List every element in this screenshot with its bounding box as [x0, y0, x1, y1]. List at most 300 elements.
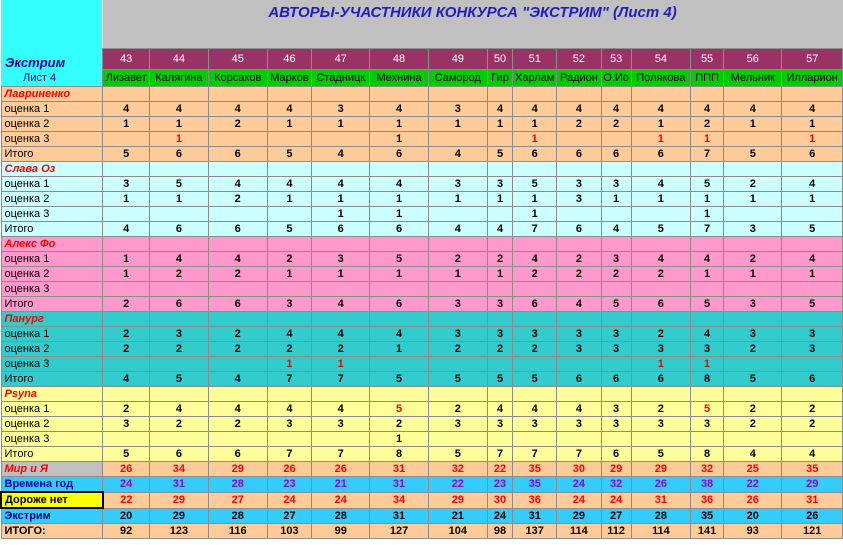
- participant-name[interactable]: Гир: [487, 69, 512, 86]
- score-cell[interactable]: 6: [557, 372, 601, 387]
- score-cell[interactable]: 4: [267, 177, 311, 192]
- score-cell[interactable]: 2: [370, 417, 428, 432]
- score-cell[interactable]: 2: [428, 402, 487, 417]
- score-cell[interactable]: [724, 432, 782, 447]
- empty-cell[interactable]: [103, 162, 150, 177]
- score-cell[interactable]: 5: [370, 402, 428, 417]
- score-cell[interactable]: 3: [557, 177, 601, 192]
- score-cell[interactable]: 6: [513, 147, 557, 162]
- score-cell[interactable]: 4: [312, 402, 370, 417]
- score-cell[interactable]: 4: [724, 447, 782, 462]
- score-row-label[interactable]: оценка 3: [1, 207, 103, 222]
- score-cell[interactable]: 2: [631, 327, 690, 342]
- summary-cell[interactable]: 127: [370, 524, 428, 539]
- score-cell[interactable]: 2: [312, 342, 370, 357]
- score-cell[interactable]: [267, 432, 311, 447]
- jury-name[interactable]: Панург: [1, 312, 103, 327]
- summary-cell[interactable]: 28: [208, 477, 267, 493]
- summary-cell[interactable]: 29: [557, 508, 601, 524]
- score-row-label[interactable]: оценка 3: [1, 357, 103, 372]
- score-cell[interactable]: 4: [150, 252, 208, 267]
- score-cell[interactable]: 2: [150, 342, 208, 357]
- score-cell[interactable]: 5: [631, 222, 690, 237]
- summary-cell[interactable]: 93: [724, 524, 782, 539]
- score-cell[interactable]: 5: [513, 372, 557, 387]
- score-cell[interactable]: 1: [370, 192, 428, 207]
- score-cell[interactable]: 5: [150, 372, 208, 387]
- score-cell[interactable]: [782, 357, 843, 372]
- score-cell[interactable]: 2: [208, 342, 267, 357]
- score-cell[interactable]: [724, 282, 782, 297]
- score-cell[interactable]: 6: [513, 297, 557, 312]
- score-cell[interactable]: 1: [487, 117, 512, 132]
- score-cell[interactable]: 2: [631, 267, 690, 282]
- score-cell[interactable]: [312, 132, 370, 147]
- score-cell[interactable]: [513, 282, 557, 297]
- summary-cell[interactable]: 123: [150, 524, 208, 539]
- score-cell[interactable]: 1: [724, 267, 782, 282]
- score-cell[interactable]: [513, 357, 557, 372]
- participant-name[interactable]: Стадницк: [312, 69, 370, 86]
- score-cell[interactable]: [557, 357, 601, 372]
- score-cell[interactable]: 6: [557, 222, 601, 237]
- participant-number[interactable]: 46: [267, 48, 311, 69]
- score-cell[interactable]: 5: [487, 372, 512, 387]
- score-cell[interactable]: 3: [690, 417, 723, 432]
- score-cell[interactable]: 3: [150, 327, 208, 342]
- score-cell[interactable]: [690, 282, 723, 297]
- score-cell[interactable]: [557, 207, 601, 222]
- score-cell[interactable]: 1: [370, 117, 428, 132]
- score-cell[interactable]: 6: [208, 297, 267, 312]
- score-row-label[interactable]: оценка 1: [1, 402, 103, 417]
- score-cell[interactable]: 1: [782, 132, 843, 147]
- score-cell[interactable]: 6: [370, 147, 428, 162]
- empty-cell[interactable]: [513, 162, 557, 177]
- score-cell[interactable]: 2: [428, 342, 487, 357]
- participant-number[interactable]: 49: [428, 48, 487, 69]
- summary-cell[interactable]: 32: [690, 462, 723, 477]
- score-cell[interactable]: 6: [312, 222, 370, 237]
- empty-cell[interactable]: [513, 87, 557, 102]
- score-cell[interactable]: 2: [208, 267, 267, 282]
- summary-cell[interactable]: 20: [724, 508, 782, 524]
- summary-cell[interactable]: 29: [428, 492, 487, 508]
- score-cell[interactable]: 2: [103, 297, 150, 312]
- score-row-label[interactable]: Итого: [1, 447, 103, 462]
- summary-cell[interactable]: 31: [782, 492, 843, 508]
- score-cell[interactable]: 1: [690, 132, 723, 147]
- summary-cell[interactable]: 28: [312, 508, 370, 524]
- score-cell[interactable]: 3: [103, 417, 150, 432]
- score-cell[interactable]: 4: [631, 102, 690, 117]
- summary-cell[interactable]: 31: [370, 477, 428, 493]
- score-cell[interactable]: 4: [487, 222, 512, 237]
- summary-cell[interactable]: 25: [724, 462, 782, 477]
- empty-cell[interactable]: [428, 387, 487, 402]
- score-cell[interactable]: [150, 432, 208, 447]
- score-row-label[interactable]: оценка 1: [1, 252, 103, 267]
- summary-cell[interactable]: 35: [513, 462, 557, 477]
- summary-cell[interactable]: 24: [267, 492, 311, 508]
- score-cell[interactable]: 4: [150, 102, 208, 117]
- score-cell[interactable]: [724, 357, 782, 372]
- score-cell[interactable]: 6: [150, 447, 208, 462]
- score-row-label[interactable]: Итого: [1, 222, 103, 237]
- score-cell[interactable]: 4: [557, 402, 601, 417]
- score-cell[interactable]: 3: [724, 297, 782, 312]
- summary-cell[interactable]: 21: [428, 508, 487, 524]
- empty-cell[interactable]: [601, 87, 631, 102]
- score-cell[interactable]: 4: [312, 177, 370, 192]
- score-cell[interactable]: [557, 432, 601, 447]
- score-cell[interactable]: 1: [487, 192, 512, 207]
- empty-cell[interactable]: [208, 162, 267, 177]
- score-cell[interactable]: 4: [557, 297, 601, 312]
- score-cell[interactable]: 5: [370, 372, 428, 387]
- score-cell[interactable]: 4: [150, 402, 208, 417]
- empty-cell[interactable]: [690, 237, 723, 252]
- empty-cell[interactable]: [312, 387, 370, 402]
- score-cell[interactable]: 6: [370, 222, 428, 237]
- summary-cell[interactable]: 28: [631, 508, 690, 524]
- summary-label[interactable]: Времена год: [1, 477, 103, 493]
- score-cell[interactable]: 2: [267, 252, 311, 267]
- score-cell[interactable]: [724, 207, 782, 222]
- score-cell[interactable]: 4: [557, 102, 601, 117]
- empty-cell[interactable]: [724, 387, 782, 402]
- participant-name[interactable]: Лизавет: [103, 69, 150, 86]
- score-cell[interactable]: 1: [103, 252, 150, 267]
- summary-cell[interactable]: 29: [208, 462, 267, 477]
- score-cell[interactable]: 7: [690, 222, 723, 237]
- score-cell[interactable]: 6: [557, 147, 601, 162]
- score-cell[interactable]: 4: [370, 327, 428, 342]
- participant-name[interactable]: ППП: [690, 69, 723, 86]
- score-cell[interactable]: [487, 282, 512, 297]
- score-cell[interactable]: 5: [782, 297, 843, 312]
- empty-cell[interactable]: [724, 87, 782, 102]
- score-cell[interactable]: 1: [370, 132, 428, 147]
- score-cell[interactable]: [428, 432, 487, 447]
- score-cell[interactable]: 2: [724, 342, 782, 357]
- participant-number[interactable]: 45: [208, 48, 267, 69]
- empty-cell[interactable]: [370, 162, 428, 177]
- empty-cell[interactable]: [370, 237, 428, 252]
- empty-cell[interactable]: [631, 87, 690, 102]
- score-cell[interactable]: 4: [487, 102, 512, 117]
- score-cell[interactable]: 4: [428, 147, 487, 162]
- score-cell[interactable]: 3: [557, 342, 601, 357]
- empty-cell[interactable]: [150, 387, 208, 402]
- score-cell[interactable]: [631, 432, 690, 447]
- score-cell[interactable]: 3: [428, 417, 487, 432]
- empty-cell[interactable]: [601, 162, 631, 177]
- score-cell[interactable]: [428, 282, 487, 297]
- score-cell[interactable]: 3: [103, 177, 150, 192]
- score-cell[interactable]: 3: [267, 297, 311, 312]
- score-cell[interactable]: 6: [601, 147, 631, 162]
- score-cell[interactable]: 1: [690, 357, 723, 372]
- empty-cell[interactable]: [208, 237, 267, 252]
- summary-cell[interactable]: 35: [513, 477, 557, 493]
- jury-name[interactable]: Лавриненко: [1, 87, 103, 102]
- score-cell[interactable]: [782, 282, 843, 297]
- score-cell[interactable]: 4: [312, 297, 370, 312]
- empty-cell[interactable]: [513, 237, 557, 252]
- score-cell[interactable]: [150, 357, 208, 372]
- score-cell[interactable]: 2: [724, 252, 782, 267]
- score-cell[interactable]: 2: [103, 402, 150, 417]
- score-cell[interactable]: 2: [208, 417, 267, 432]
- empty-cell[interactable]: [513, 387, 557, 402]
- score-cell[interactable]: 4: [312, 147, 370, 162]
- score-cell[interactable]: 2: [150, 417, 208, 432]
- score-cell[interactable]: 3: [513, 417, 557, 432]
- score-cell[interactable]: [601, 282, 631, 297]
- score-cell[interactable]: 1: [267, 357, 311, 372]
- score-cell[interactable]: 8: [690, 372, 723, 387]
- score-cell[interactable]: [513, 432, 557, 447]
- empty-cell[interactable]: [312, 312, 370, 327]
- summary-cell[interactable]: 29: [150, 492, 208, 508]
- participant-name[interactable]: Самород: [428, 69, 487, 86]
- score-cell[interactable]: 4: [103, 102, 150, 117]
- score-row-label[interactable]: оценка 3: [1, 432, 103, 447]
- score-cell[interactable]: 4: [208, 372, 267, 387]
- score-cell[interactable]: 4: [782, 177, 843, 192]
- score-cell[interactable]: 1: [631, 132, 690, 147]
- empty-cell[interactable]: [557, 237, 601, 252]
- participant-number[interactable]: 47: [312, 48, 370, 69]
- score-cell[interactable]: 3: [601, 342, 631, 357]
- score-cell[interactable]: 4: [312, 327, 370, 342]
- empty-cell[interactable]: [690, 387, 723, 402]
- score-cell[interactable]: 1: [370, 267, 428, 282]
- score-cell[interactable]: 1: [150, 132, 208, 147]
- score-cell[interactable]: 4: [370, 102, 428, 117]
- score-cell[interactable]: 3: [724, 222, 782, 237]
- score-cell[interactable]: 4: [513, 402, 557, 417]
- score-cell[interactable]: 4: [267, 102, 311, 117]
- score-row-label[interactable]: оценка 1: [1, 177, 103, 192]
- summary-cell[interactable]: 114: [631, 524, 690, 539]
- summary-cell[interactable]: 24: [601, 492, 631, 508]
- empty-cell[interactable]: [782, 387, 843, 402]
- empty-cell[interactable]: [150, 237, 208, 252]
- empty-cell[interactable]: [782, 87, 843, 102]
- empty-cell[interactable]: [267, 312, 311, 327]
- empty-cell[interactable]: [208, 87, 267, 102]
- score-cell[interactable]: 5: [103, 147, 150, 162]
- empty-cell[interactable]: [103, 387, 150, 402]
- score-cell[interactable]: 1: [428, 117, 487, 132]
- summary-cell[interactable]: 104: [428, 524, 487, 539]
- score-cell[interactable]: 6: [631, 297, 690, 312]
- empty-cell[interactable]: [208, 387, 267, 402]
- score-cell[interactable]: 1: [487, 267, 512, 282]
- summary-cell[interactable]: 29: [150, 508, 208, 524]
- score-cell[interactable]: 4: [208, 177, 267, 192]
- score-cell[interactable]: 5: [724, 147, 782, 162]
- summary-cell[interactable]: 26: [631, 477, 690, 493]
- empty-cell[interactable]: [312, 87, 370, 102]
- score-cell[interactable]: 4: [208, 402, 267, 417]
- score-cell[interactable]: [724, 132, 782, 147]
- score-row-label[interactable]: оценка 2: [1, 342, 103, 357]
- score-cell[interactable]: [557, 282, 601, 297]
- empty-cell[interactable]: [487, 162, 512, 177]
- empty-cell[interactable]: [724, 312, 782, 327]
- score-cell[interactable]: 2: [782, 417, 843, 432]
- summary-cell[interactable]: 31: [370, 462, 428, 477]
- score-cell[interactable]: [103, 282, 150, 297]
- summary-cell[interactable]: 99: [312, 524, 370, 539]
- summary-cell[interactable]: 31: [513, 508, 557, 524]
- score-cell[interactable]: 3: [487, 327, 512, 342]
- score-cell[interactable]: 5: [487, 147, 512, 162]
- empty-cell[interactable]: [601, 312, 631, 327]
- score-cell[interactable]: 1: [513, 192, 557, 207]
- empty-cell[interactable]: [208, 312, 267, 327]
- empty-cell[interactable]: [487, 237, 512, 252]
- score-cell[interactable]: 2: [150, 267, 208, 282]
- participant-number[interactable]: 55: [690, 48, 723, 69]
- score-cell[interactable]: 2: [557, 117, 601, 132]
- score-cell[interactable]: 1: [312, 207, 370, 222]
- participant-number[interactable]: 43: [103, 48, 150, 69]
- score-cell[interactable]: 3: [312, 252, 370, 267]
- score-cell[interactable]: 1: [690, 207, 723, 222]
- score-cell[interactable]: [601, 432, 631, 447]
- participant-number[interactable]: 52: [557, 48, 601, 69]
- score-cell[interactable]: 2: [601, 267, 631, 282]
- summary-cell[interactable]: 112: [601, 524, 631, 539]
- score-cell[interactable]: 5: [267, 147, 311, 162]
- summary-cell[interactable]: 26: [724, 492, 782, 508]
- score-cell[interactable]: 6: [208, 222, 267, 237]
- score-cell[interactable]: 7: [690, 147, 723, 162]
- score-cell[interactable]: [631, 282, 690, 297]
- summary-cell[interactable]: 24: [557, 492, 601, 508]
- empty-cell[interactable]: [267, 237, 311, 252]
- participant-number[interactable]: 53: [601, 48, 631, 69]
- score-cell[interactable]: [103, 432, 150, 447]
- score-cell[interactable]: 4: [631, 177, 690, 192]
- score-cell[interactable]: [370, 357, 428, 372]
- empty-cell[interactable]: [557, 312, 601, 327]
- participant-name[interactable]: Мельник: [724, 69, 782, 86]
- empty-cell[interactable]: [370, 387, 428, 402]
- participant-name[interactable]: О.Ио: [601, 69, 631, 86]
- summary-cell[interactable]: 26: [312, 462, 370, 477]
- score-cell[interactable]: 2: [267, 342, 311, 357]
- score-cell[interactable]: 7: [487, 447, 512, 462]
- score-cell[interactable]: 2: [557, 267, 601, 282]
- summary-cell[interactable]: 24: [487, 508, 512, 524]
- score-cell[interactable]: 5: [601, 297, 631, 312]
- score-cell[interactable]: 4: [724, 102, 782, 117]
- score-cell[interactable]: 3: [601, 252, 631, 267]
- score-cell[interactable]: 1: [782, 192, 843, 207]
- score-cell[interactable]: 1: [370, 432, 428, 447]
- score-cell[interactable]: 7: [557, 447, 601, 462]
- participant-name[interactable]: Мехнина: [370, 69, 428, 86]
- empty-cell[interactable]: [267, 87, 311, 102]
- score-cell[interactable]: 3: [513, 327, 557, 342]
- empty-cell[interactable]: [312, 237, 370, 252]
- score-cell[interactable]: 1: [267, 117, 311, 132]
- empty-cell[interactable]: [601, 387, 631, 402]
- summary-cell[interactable]: 23: [267, 477, 311, 493]
- empty-cell[interactable]: [370, 312, 428, 327]
- score-row-label[interactable]: оценка 2: [1, 267, 103, 282]
- score-cell[interactable]: 3: [782, 327, 843, 342]
- summary-cell[interactable]: 27: [601, 508, 631, 524]
- summary-cell[interactable]: 28: [208, 508, 267, 524]
- participant-name[interactable]: Марков: [267, 69, 311, 86]
- summary-cell[interactable]: 32: [428, 462, 487, 477]
- summary-cell[interactable]: 22: [724, 477, 782, 493]
- empty-cell[interactable]: [782, 162, 843, 177]
- score-cell[interactable]: 3: [690, 342, 723, 357]
- summary-cell[interactable]: 116: [208, 524, 267, 539]
- score-cell[interactable]: 4: [631, 252, 690, 267]
- summary-cell[interactable]: 29: [782, 477, 843, 493]
- summary-cell[interactable]: 26: [782, 508, 843, 524]
- score-cell[interactable]: 3: [267, 417, 311, 432]
- score-cell[interactable]: 3: [428, 177, 487, 192]
- score-cell[interactable]: [690, 432, 723, 447]
- score-cell[interactable]: 2: [428, 252, 487, 267]
- score-cell[interactable]: 3: [557, 192, 601, 207]
- empty-cell[interactable]: [267, 387, 311, 402]
- score-cell[interactable]: 2: [782, 402, 843, 417]
- score-cell[interactable]: 7: [312, 372, 370, 387]
- score-cell[interactable]: 4: [601, 102, 631, 117]
- score-cell[interactable]: 1: [103, 192, 150, 207]
- score-cell[interactable]: 2: [724, 177, 782, 192]
- score-cell[interactable]: 6: [782, 147, 843, 162]
- empty-cell[interactable]: [487, 312, 512, 327]
- score-cell[interactable]: 2: [103, 327, 150, 342]
- empty-cell[interactable]: [631, 387, 690, 402]
- score-cell[interactable]: 4: [690, 327, 723, 342]
- score-cell[interactable]: [267, 282, 311, 297]
- score-cell[interactable]: 4: [782, 252, 843, 267]
- score-cell[interactable]: [557, 132, 601, 147]
- summary-cell[interactable]: 29: [601, 462, 631, 477]
- summary-cell[interactable]: 29: [631, 462, 690, 477]
- score-cell[interactable]: 6: [601, 447, 631, 462]
- score-cell[interactable]: 5: [370, 252, 428, 267]
- summary-cell[interactable]: 22: [487, 462, 512, 477]
- score-cell[interactable]: 4: [103, 222, 150, 237]
- score-cell[interactable]: [208, 432, 267, 447]
- score-cell[interactable]: [601, 207, 631, 222]
- score-cell[interactable]: 3: [631, 342, 690, 357]
- summary-label[interactable]: ИТОГО:: [1, 524, 103, 539]
- score-cell[interactable]: 4: [103, 372, 150, 387]
- score-cell[interactable]: 1: [370, 207, 428, 222]
- empty-cell[interactable]: [103, 87, 150, 102]
- empty-cell[interactable]: [690, 87, 723, 102]
- score-cell[interactable]: [601, 357, 631, 372]
- score-cell[interactable]: 6: [208, 447, 267, 462]
- score-cell[interactable]: 5: [150, 177, 208, 192]
- empty-cell[interactable]: [557, 387, 601, 402]
- score-cell[interactable]: 2: [208, 117, 267, 132]
